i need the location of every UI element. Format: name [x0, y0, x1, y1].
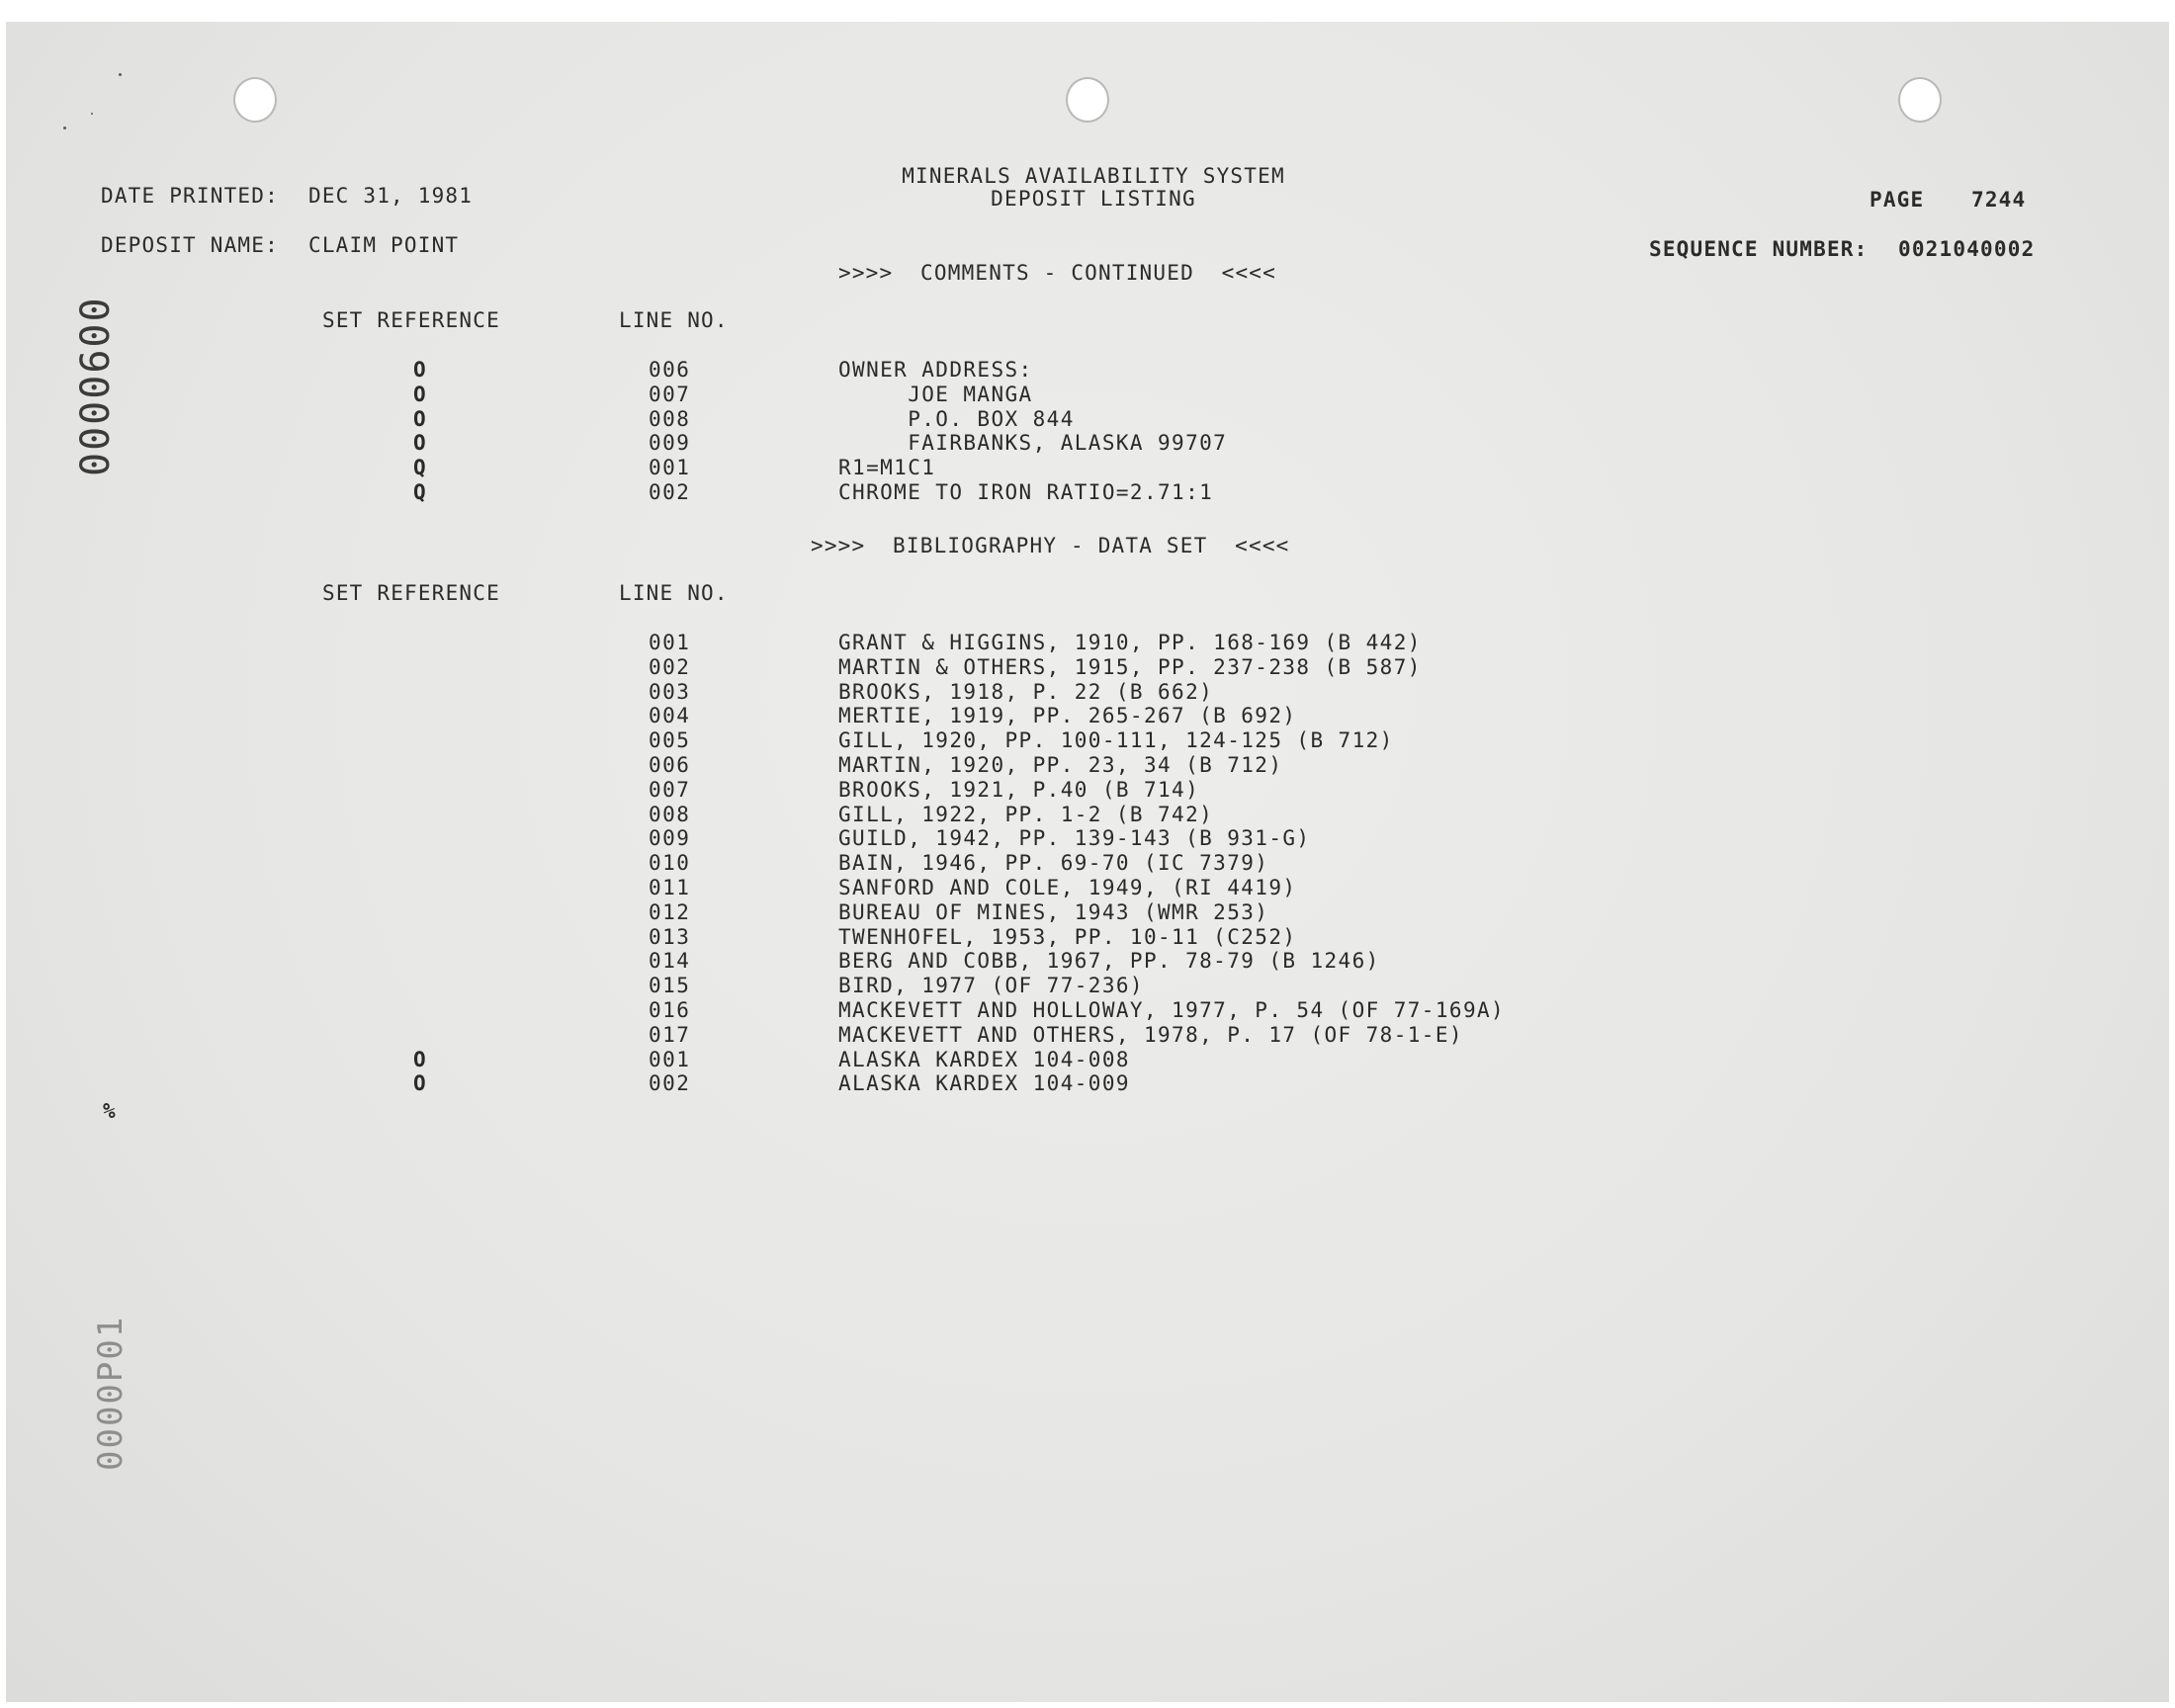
entry-text-cell: SANFORD AND COLE, 1949, (RI 4419)	[838, 876, 1297, 899]
table-row	[6, 407, 2169, 431]
line-number-cell: 007	[649, 777, 691, 802]
table-row	[6, 383, 2169, 406]
entry-text-cell: GILL, 1920, PP. 100-111, 124-125 (B 712)	[838, 728, 1394, 753]
line-number-cell: 002	[649, 654, 691, 679]
entry-text-cell: MACKEVETT AND HOLLOWAY, 1977, P. 54 (OF 77-169A)	[838, 998, 1506, 1022]
entry-text-cell: JOE MANGA	[838, 382, 1033, 406]
date-printed-value: DEC 31, 1981	[308, 184, 474, 208]
table-row	[6, 631, 2169, 654]
sequence-number-value: 0021040002	[1898, 237, 2036, 261]
entry-text-cell: BAIN, 1946, PP. 69-70 (IC 7379)	[838, 851, 1269, 876]
line-number-cell: 015	[649, 974, 691, 998]
table-row	[6, 974, 2169, 997]
entry-text-cell: R1=M1C1	[838, 456, 936, 480]
line-number-cell: 011	[649, 876, 691, 899]
frame-number-stamp-top: 0000600	[73, 296, 119, 476]
line-number-cell: 008	[649, 802, 691, 826]
entry-text-cell: BERG AND COBB, 1967, PP. 78-79 (B 1246)	[838, 949, 1380, 974]
table-row	[6, 655, 2169, 679]
set-reference-cell: O	[413, 431, 426, 456]
entry-text-cell: FAIRBANKS, ALASKA 99707	[838, 431, 1228, 456]
entry-text-cell: GUILD, 1942, PP. 139-143 (B 931-G)	[838, 826, 1311, 851]
entry-text-cell: P.O. BOX 844	[838, 406, 1075, 431]
line-number-cell: 003	[649, 679, 691, 704]
table-row	[6, 778, 2169, 802]
page-number: 7244	[1971, 188, 2027, 212]
entry-text-cell: BROOKS, 1918, P. 22 (B 662)	[838, 679, 1214, 704]
paper-speck	[91, 113, 93, 115]
deposit-name-label: DEPOSIT NAME:	[101, 233, 279, 257]
frame-number-stamp-bottom: 0000P01	[91, 1315, 130, 1471]
binder-hole-left	[233, 77, 277, 123]
comments-col-line-no: LINE NO.	[619, 308, 729, 332]
entry-text-cell: BROOKS, 1921, P.40 (B 714)	[838, 777, 1200, 802]
table-row	[6, 1048, 2169, 1071]
system-title: MINERALS AVAILABILITY SYSTEM	[902, 164, 1285, 188]
table-row	[6, 456, 2169, 479]
set-reference-cell: O	[413, 1047, 426, 1071]
line-number-cell: 009	[649, 826, 691, 851]
bibliography-section-title: >>>> BIBLIOGRAPHY - DATA SET <<<<	[811, 534, 1290, 557]
date-printed-label: DATE PRINTED:	[101, 184, 279, 208]
table-row	[6, 480, 2169, 504]
line-number-cell: 006	[649, 753, 691, 777]
table-row	[6, 876, 2169, 899]
set-reference-cell: O	[413, 358, 426, 382]
entry-text-cell: ALASKA KARDEX 104-008	[838, 1047, 1130, 1071]
entry-text-cell: BUREAU OF MINES, 1943 (WMR 253)	[838, 899, 1269, 924]
table-row	[6, 925, 2169, 949]
table-row	[6, 680, 2169, 704]
table-row	[6, 431, 2169, 455]
listing-title: DEPOSIT LISTING	[991, 187, 1196, 211]
table-row	[6, 1023, 2169, 1047]
line-number-cell: 002	[649, 1071, 691, 1096]
line-number-cell: 008	[649, 406, 691, 431]
set-reference-cell: Q	[413, 456, 426, 480]
binder-hole-right	[1898, 77, 1942, 123]
set-reference-cell: O	[413, 1071, 426, 1096]
table-row	[6, 753, 2169, 777]
line-number-cell: 002	[649, 480, 691, 504]
paper-speck	[63, 127, 66, 129]
binder-hole-center	[1066, 77, 1109, 123]
table-row	[6, 949, 2169, 973]
comments-section-title: >>>> COMMENTS - CONTINUED <<<<	[838, 261, 1276, 285]
line-number-cell: 001	[649, 631, 691, 654]
percent-mark: %	[103, 1099, 117, 1123]
entry-text-cell: MERTIE, 1919, PP. 265-267 (B 692)	[838, 704, 1297, 728]
entry-text-cell: MARTIN, 1920, PP. 23, 34 (B 712)	[838, 753, 1283, 777]
line-number-cell: 017	[649, 1022, 691, 1047]
comments-col-set-reference: SET REFERENCE	[322, 308, 500, 332]
set-reference-cell: O	[413, 406, 426, 431]
entry-text-cell: GRANT & HIGGINS, 1910, PP. 168-169 (B 442)	[838, 631, 1422, 654]
set-reference-cell: Q	[413, 480, 426, 504]
line-number-cell: 014	[649, 949, 691, 974]
line-number-cell: 013	[649, 924, 691, 949]
table-row	[6, 728, 2169, 752]
line-number-cell: 004	[649, 704, 691, 728]
line-number-cell: 010	[649, 851, 691, 876]
entry-text-cell: MARTIN & OTHERS, 1915, PP. 237-238 (B 587)	[838, 654, 1422, 679]
line-number-cell: 001	[649, 456, 691, 480]
table-row	[6, 1071, 2169, 1095]
line-number-cell: 005	[649, 728, 691, 753]
table-row	[6, 998, 2169, 1022]
deposit-name-value: CLAIM POINT	[308, 233, 460, 257]
line-number-cell: 016	[649, 998, 691, 1022]
paper-speck	[119, 73, 122, 76]
table-row	[6, 704, 2169, 727]
bibliography-col-line-no: LINE NO.	[619, 581, 729, 605]
table-row	[6, 851, 2169, 875]
line-number-cell: 009	[649, 431, 691, 456]
table-row	[6, 803, 2169, 826]
line-number-cell: 001	[649, 1047, 691, 1071]
table-row	[6, 358, 2169, 382]
entry-text-cell: MACKEVETT AND OTHERS, 1978, P. 17 (OF 78-1-E)	[838, 1022, 1463, 1047]
entry-text-cell: ALASKA KARDEX 104-009	[838, 1071, 1130, 1096]
printout-sheet	[6, 22, 2169, 1702]
sequence-number-label: SEQUENCE NUMBER:	[1649, 237, 1869, 261]
set-reference-cell: O	[413, 382, 426, 406]
entry-text-cell: CHROME TO IRON RATIO=2.71:1	[838, 480, 1214, 504]
entry-text-cell: GILL, 1922, PP. 1-2 (B 742)	[838, 802, 1214, 826]
line-number-cell: 012	[649, 899, 691, 924]
entry-text-cell: TWENHOFEL, 1953, PP. 10-11 (C252)	[838, 924, 1297, 949]
entry-text-cell: OWNER ADDRESS:	[838, 358, 1033, 382]
bibliography-col-set-reference: SET REFERENCE	[322, 581, 500, 605]
line-number-cell: 006	[649, 358, 691, 382]
table-row	[6, 900, 2169, 924]
entry-text-cell: BIRD, 1977 (OF 77-236)	[838, 974, 1144, 998]
page-label: PAGE	[1870, 188, 1925, 212]
table-row	[6, 826, 2169, 850]
line-number-cell: 007	[649, 382, 691, 406]
